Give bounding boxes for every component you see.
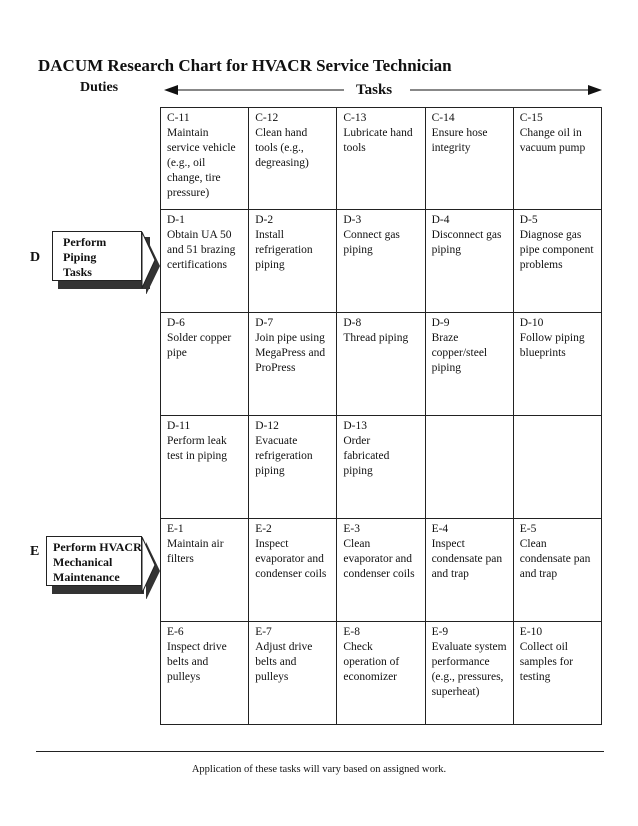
- task-cell-d-12: [249, 416, 337, 519]
- task-text: Obtain UA 50 and 51 brazing certifications: [167, 229, 236, 271]
- task-cell-d-8: [337, 313, 425, 416]
- task-text: Change oil in vacuum pump: [519, 127, 586, 154]
- task-text: Lubricate hand tools: [343, 127, 413, 154]
- task-text: Maintain service vehicle (e.g., oil change, tire pressure): [167, 127, 236, 199]
- task-cell-d-5: [513, 210, 601, 313]
- task-cell-e-7: [249, 622, 337, 725]
- task-text: Disconnect gas piping: [431, 229, 502, 256]
- task-text: Evaluate system performance (e.g., pressures, superheat): [431, 641, 507, 698]
- task-code: E-2: [255, 523, 272, 535]
- task-text: Inspect drive belts and pulleys: [167, 641, 227, 683]
- task-cell-e-2: [249, 519, 337, 622]
- task-cell-d-11: [161, 416, 249, 519]
- task-cell-d-13: [337, 416, 425, 519]
- task-cell-e-9: [425, 622, 513, 725]
- task-code: D-9: [431, 317, 450, 329]
- task-row: [161, 210, 602, 313]
- task-code: D-3: [343, 214, 362, 226]
- duty-d-line-3: Tasks: [63, 265, 92, 279]
- task-text: Maintain air filters: [167, 538, 224, 565]
- task-code: D-11: [167, 420, 191, 432]
- task-cell-empty: [513, 416, 601, 519]
- task-cell-d-3: [337, 210, 425, 313]
- task-code: E-4: [431, 523, 449, 535]
- duty-letter-e: E: [30, 544, 40, 559]
- tasks-header: Tasks: [356, 82, 393, 98]
- task-code: D-4: [431, 214, 450, 226]
- task-text: Adjust drive belts and pulleys: [255, 641, 313, 683]
- task-text: Follow piping blueprints: [519, 332, 585, 359]
- task-code: D-1: [167, 214, 185, 226]
- task-cell-c-14: [425, 108, 513, 210]
- duty-box-e: [46, 536, 144, 594]
- task-code: C-12: [255, 112, 279, 124]
- task-cell-e-4: [425, 519, 513, 622]
- task-cell-d-10: [513, 313, 601, 416]
- task-text: Inspect evaporator and condenser coils: [255, 538, 327, 580]
- task-text: Install refrigeration piping: [255, 229, 313, 271]
- duty-e-line-1: Perform HVACR: [53, 540, 142, 554]
- task-cell-empty: [425, 416, 513, 519]
- task-code: D-6: [167, 317, 185, 329]
- task-cell-c-12: [249, 108, 337, 210]
- task-code: C-15: [519, 112, 543, 124]
- footnote: Application of these tasks will vary based on assigned work.: [191, 764, 447, 775]
- task-code: C-13: [343, 112, 367, 124]
- task-code: E-7: [255, 626, 272, 638]
- duty-box-d: [52, 231, 150, 289]
- task-cell-c-11: [161, 108, 249, 210]
- task-cell-e-8: [337, 622, 425, 725]
- task-cell-d-2: [249, 210, 337, 313]
- task-text: Perform leak test in piping: [167, 435, 228, 462]
- task-cell-e-6: [161, 622, 249, 725]
- task-code: D-7: [255, 317, 274, 329]
- chart-title: DACUM Research Chart for HVACR Service Technician: [38, 56, 452, 75]
- task-grid: [160, 107, 602, 725]
- duty-e-line-3: Maintenance: [53, 570, 120, 584]
- task-code: D-8: [343, 317, 362, 329]
- task-code: E-9: [431, 626, 449, 638]
- task-row: [161, 519, 602, 622]
- task-text: Inspect condensate pan and trap: [431, 538, 503, 580]
- task-text: Evacuate refrigeration piping: [255, 435, 313, 477]
- task-code: C-14: [431, 112, 455, 124]
- duties-header: Duties: [80, 80, 119, 95]
- task-text: Clean hand tools (e.g., degreasing): [255, 127, 309, 169]
- task-text: Diagnose gas pipe component problems: [519, 229, 594, 271]
- task-cell-c-13: [337, 108, 425, 210]
- duty-d-line-2: Piping: [63, 250, 97, 264]
- task-cell-e-10: [513, 622, 601, 725]
- duty-d-arrow-icon: [140, 228, 162, 294]
- task-cell-d-6: [161, 313, 249, 416]
- task-row: [161, 416, 602, 519]
- task-code: D-2: [255, 214, 274, 226]
- task-cell-e-5: [513, 519, 601, 622]
- task-row: [161, 313, 602, 416]
- task-code: D-10: [519, 317, 544, 329]
- task-code: E-5: [519, 523, 537, 535]
- task-code: E-8: [343, 626, 360, 638]
- task-cell-e-3: [337, 519, 425, 622]
- task-cell-c-15: [513, 108, 601, 210]
- task-code: D-5: [519, 214, 538, 226]
- task-code: D-13: [343, 420, 368, 432]
- duty-d-line-1: Perform: [63, 235, 107, 249]
- task-code: E-10: [519, 626, 543, 638]
- task-text: Join pipe using MegaPress and ProPress: [255, 332, 326, 374]
- task-text: Solder copper pipe: [167, 332, 232, 359]
- task-text: Thread piping: [343, 332, 409, 344]
- task-code: E-3: [343, 523, 360, 535]
- duty-e-line-2: Mechanical: [53, 555, 113, 569]
- task-row: [161, 622, 602, 725]
- task-code: E-1: [167, 523, 184, 535]
- task-text: Collect oil samples for testing: [519, 641, 574, 683]
- task-code: C-11: [167, 112, 190, 124]
- footer-rule: [36, 751, 604, 752]
- task-cell-d-1: [161, 210, 249, 313]
- task-text: Connect gas piping: [343, 229, 400, 256]
- duty-e-arrow-icon: [140, 533, 162, 599]
- task-code: D-12: [255, 420, 279, 432]
- task-text: Clean evaporator and condenser coils: [343, 538, 415, 580]
- task-cell-e-1: [161, 519, 249, 622]
- duty-letter-d: D: [30, 250, 41, 265]
- task-row: [161, 108, 602, 210]
- task-text: Clean condensate pan and trap: [519, 538, 591, 580]
- task-code: E-6: [167, 626, 184, 638]
- task-text: Braze copper/steel piping: [431, 332, 488, 374]
- task-text: Ensure hose integrity: [431, 127, 488, 154]
- task-cell-d-4: [425, 210, 513, 313]
- task-cell-d-7: [249, 313, 337, 416]
- task-text: Check operation of economizer: [343, 641, 400, 683]
- task-text: Order fabricated piping: [343, 435, 390, 477]
- task-cell-d-9: [425, 313, 513, 416]
